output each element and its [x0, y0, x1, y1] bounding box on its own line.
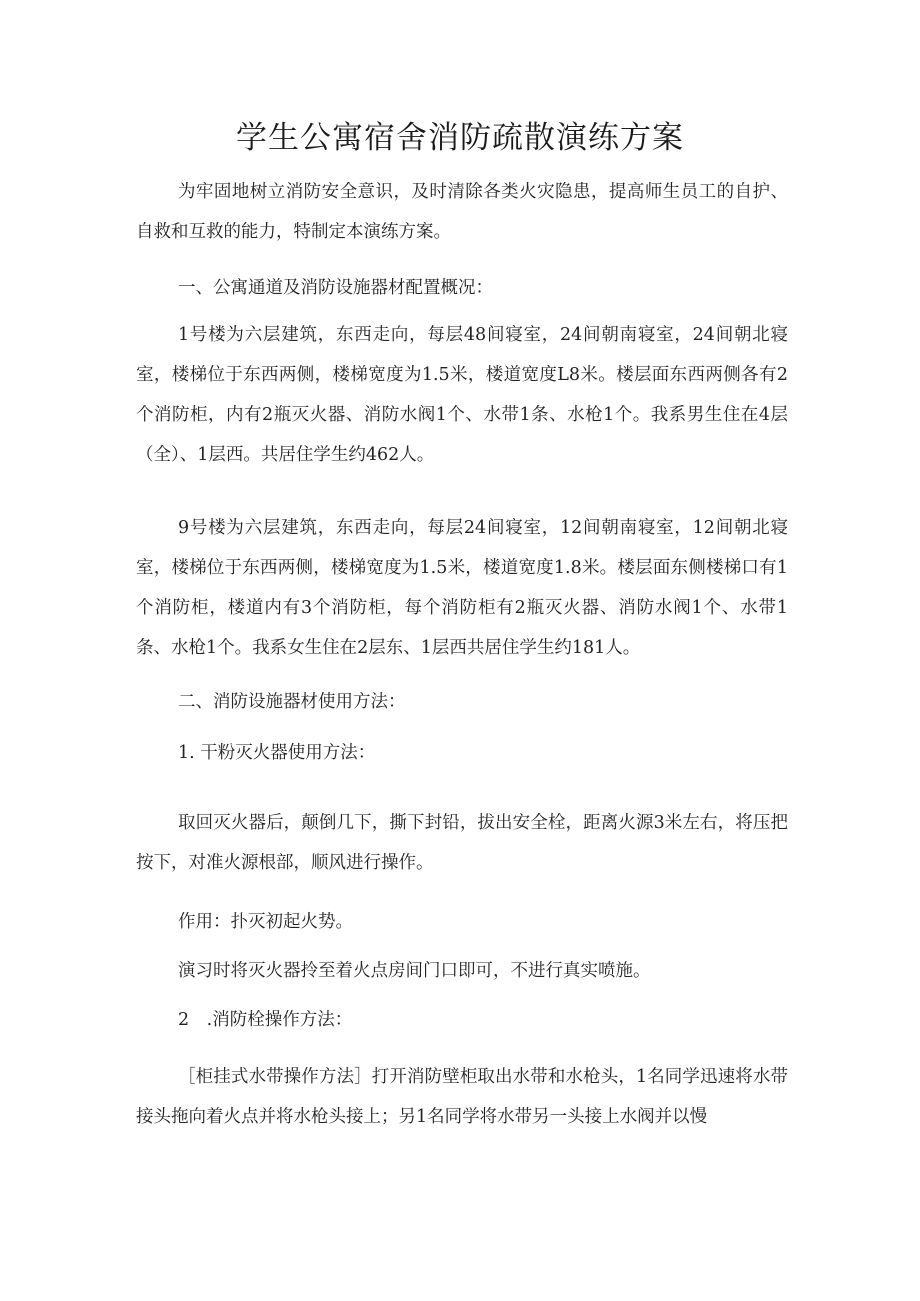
intro-paragraph: 为牢固地树立消防安全意识，及时清除各类火灾隐患，提高师生员工的自护、自救和互救的能力，特制定本演练方案。	[136, 182, 788, 242]
building-1-paragraph: 1号楼为六层建筑，东西走向，每层48间寝室，24间朝南寝室，24间朝北寝室，楼梯位于东西两侧，楼梯宽度为1.5米，楼道宽度L8米。楼层面东西两侧各有2个消防柜，内有2瓶灭火器、消防水阀1个、水带1条、水枪1个。我系男生住在4层（全）、1层西。共居住学生约462人。	[136, 325, 788, 465]
dry-powder-steps-paragraph: 取回灭火器后，颠倒几下，撕下封铅，拔出安全栓，距离火源3米左右，将压把按下，对准火源根部，顺风进行操作。	[136, 813, 788, 873]
document-title: 学生公寓宿舍消防疏散演练方案	[236, 120, 684, 156]
building-9-paragraph: 9号楼为六层建筑，东西走向，每层24间寝室，12间朝南寝室，12间朝北寝室，楼梯位于东西两侧，楼梯宽度为1.5米，楼道宽度1.8米。楼层面东侧楼梯口有1个消防柜，楼道内有3个消防柜，每个消防柜有2瓶灭火器、消防水阀1个、水带1条、水枪1个。我系女生住在2层东、1层西共居住学生约181人。	[136, 518, 788, 658]
hydrant-steps-paragraph: ［柜挂式水带操作方法］打开消防壁柜取出水带和水枪头，1名同学迅速将水带接头拖向着火点并将水枪头接上；另1名同学将水带另一头接上水阀并以慢	[136, 1067, 788, 1127]
section-heading-facilities: 一、公寓通道及消防设施器材配置概况：	[178, 278, 493, 298]
effect-paragraph: 作用：扑灭初起火势。	[178, 912, 353, 932]
drill-note-paragraph: 演习时将灭火器拎至着火点房间门口即可，不进行真实喷施。	[178, 961, 651, 981]
section-heading-usage: 二、消防设施器材使用方法：	[178, 692, 406, 712]
subheading-dry-powder: 1. 干粉灭火器使用方法：	[178, 743, 376, 763]
subheading-hydrant: 2 .消防栓操作方法：	[178, 1010, 353, 1030]
